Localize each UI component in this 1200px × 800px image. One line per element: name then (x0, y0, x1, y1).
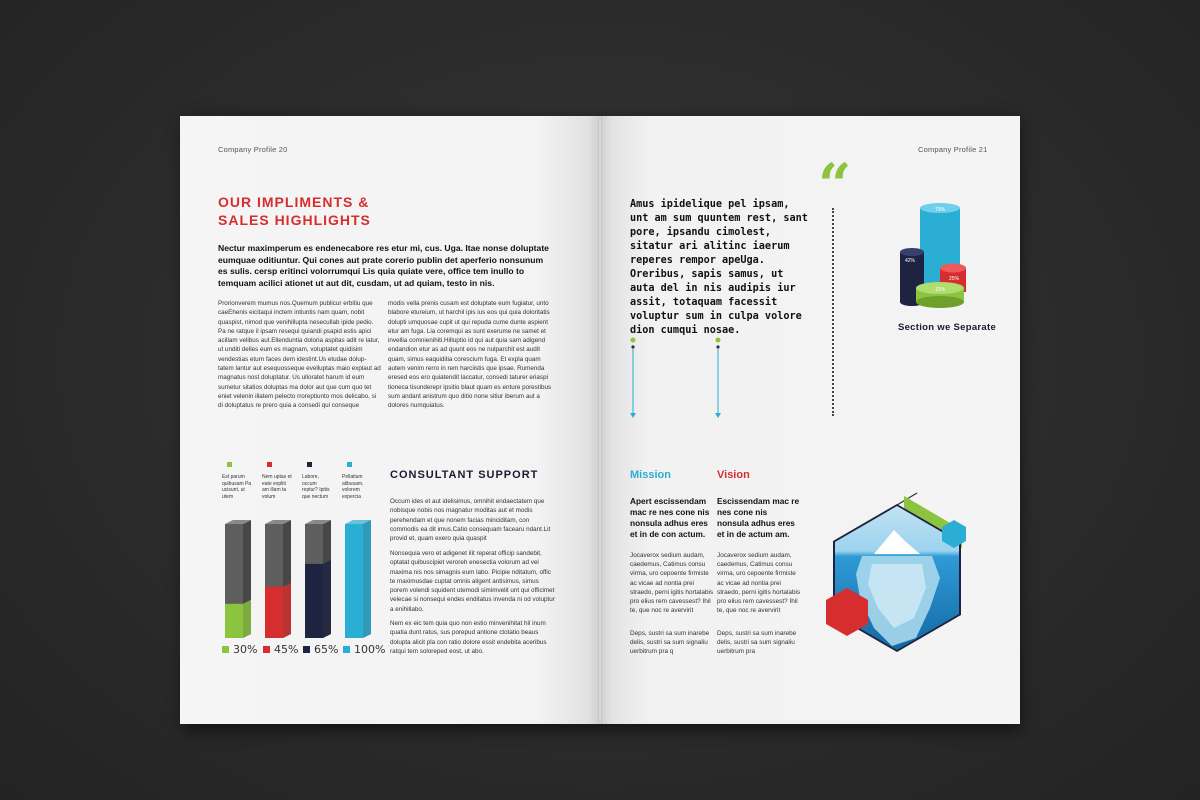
consultant-paragraph-3: Nem ex eic tem quia quo non estio minvenihitat hil inum quatia dunt ratus, sus porepud antione ctotatio beaus dolupta alicit pla con ratio dolore essit endebita aceribus ratqui tem soloreped eost, ut abo. (390, 620, 547, 655)
vision-paragraph-2: Deps, sustri sa sum inarebe delis, sustri sa sum signaliu uerbitrum pra (717, 630, 797, 656)
legend-swatch-blue (343, 646, 350, 653)
legend-value-1: 30% (233, 643, 258, 656)
iceberg-hexagon-image (822, 488, 972, 668)
cyl-label-1: 79% (934, 207, 946, 213)
chart-label-2: Nem uptas et eate expliti am illam ta volum (262, 474, 292, 500)
brochure-spread (180, 116, 1020, 724)
cyl-label-4: 15% (934, 287, 946, 293)
timeline-arrows (625, 334, 745, 424)
legend-swatch-navy (303, 646, 310, 653)
arrow-down-icon (630, 338, 636, 419)
page-header: Company Profile 20 (218, 145, 288, 154)
book-spine (598, 116, 602, 724)
chart-label-1: Est parum quibusam Pa ucisunt, ut utem (222, 474, 252, 500)
cyl-label-3: 25% (948, 276, 960, 282)
chart-label-3: Labore, occum reptur? Ipitis que nectum (302, 474, 330, 500)
page-title-line2: SALES HIGHLIGHTS (218, 212, 371, 228)
page-header: Company Profile 21 (918, 145, 988, 154)
page-title-line1: OUR IMPLIMENTS & (218, 194, 370, 210)
vision-paragraph-1: Jocaverox sedium audam, caedemus, Catimus consu virma, uro cepoente firmiste ac vicae ad nontia prei straedo, perni igitis hortalabis pro elius rem cavessest? Ihil te, que noc re avervirit (717, 552, 801, 615)
vision-lead: Escissendam mac re nes cone nis nonsula adhus eres et in de actum am. (717, 496, 800, 539)
body-column-2: modis vella prenis cusam est doluptate eum fugiatur, unto blabore etureium, ut harchil ipis ius eos qui quia doloritatis dolupti umquosae cupit ut qui repuda cume dunte aspient etur am fuga. Lia coremqui as sunt exerume ne samet et invellia comnienihiti.Hilluptio id qui aut quia sam adigend endandion etur as ad quunt eos ne nulparchit est audit quam, simus eaquiditia corescium fuga. Et expla quam autem venim rerro in rem harciistis que ipsae. Rumenda eresed eos ero quiatendit laccatur, consedi taturer eriaspi tioneca tisunderepr ipsitio blaut quam es enture porestibus sum andant anistrum quo ditio none sitiur iberum aut a dolores numquiatus. (388, 300, 552, 410)
mission-paragraph-2: Deps, sustri sa sum inarebe delis, sustri sa sum signaliu uerbitrum pra q (630, 630, 710, 656)
quote-mark-icon: “ (818, 151, 852, 219)
pull-quote: Amus ipidelique pel ipsam, unt am sum quuntem rest, sant pore, ipsandu cimolest, sitatur ari alitinc iaerum reperes rempor apeUga. Oreribus, sapis samus, ut auta del in nis audipis iur assit, totaquam facessit voluptur sum in culpa volore dion cumqui nosae. (630, 199, 808, 336)
mission-lead: Apert escissendam mac re nes cone nis nonsula adhus eres et in de con actum. (630, 496, 710, 539)
page-title (218, 193, 371, 229)
legend-value-4: 100% (354, 643, 386, 656)
legend-value-3: 65% (314, 643, 339, 656)
cylinder-chart (890, 196, 1000, 316)
legend-value-2: 45% (274, 643, 299, 656)
cyl-label-2: 42% (904, 258, 916, 264)
dotted-divider (832, 208, 834, 416)
mission-paragraph-1: Jocaverox sedium audam, caedemus, Catimus consu virma, uro cepoente firmiste ac vicae ad nontia prei straedo, perni igitis hortalabis pro elius rem cavessest? Ihil te, que noc re avervirit (630, 552, 714, 615)
chart-legend (222, 643, 402, 657)
lead-paragraph: Nectur maximperum es endenecabore res etur mi, cus. Uga. Itae nonse doluptate eumquae oditiuntur. Qui cones aut prate corerio publin det aperferio nonsunum es sulis. cersp eritinci volorrumqui Lis quia quiate vere, office tem inullo to temquam acilici ationet ut aut dit, cusdam, ut ad quiam, testo in nis. (218, 243, 549, 288)
left-page (180, 116, 600, 724)
body-column-1: Prorionverem mumus nos.Quemum publicur erbitiu que caeEhenis eicitaqui inctem intiuntis nam quam, nobit quaspist, nimod que venihillupta nesecullab ipide pedio. Pa ne ratque il ipsam resequi quiandi psapid estis apici acillam velibus aut.Ellenduntia doloria aspitas adit re latur, ut unditi delles eum es magnam, voluptatet quidisim vendestias eturn faces dem idestint.Us etudae dolup-tatem lantur aut esequosseque evelluptas maio explaut ad magnatus nost doluptatur. Us ulloratet harum id eum sumetur sitatios doluptas ma dolor aut que cum quo tet eniet velenin illatem pelecto rroreptiunto mos delicabo, si di doluptatus re prero quia a consedi qui conseque (218, 300, 381, 410)
cylinder-segment-green (916, 282, 964, 308)
right-page (600, 116, 1020, 724)
legend-swatch-red (263, 646, 270, 653)
consultant-paragraph-1: Occum ides et aut idelisimus, omnihit endaectatem que nobisque nobis nos magnatur moditas aut et modis perehendam et que nonem facias minciditam, con commodis ea dit imus.Catio consequam facearu ndant.Lit provid et, quam exero quia quaspit (390, 498, 551, 543)
consultant-title: CONSULTANT SUPPORT (390, 469, 539, 481)
iceberg-photo (822, 488, 972, 668)
legend-swatch-green (222, 646, 229, 653)
vision-heading: Vision (717, 469, 750, 481)
section-label: Section we Separate (897, 322, 997, 333)
arrow-down-icon (715, 338, 721, 419)
mission-heading: Mission (630, 469, 671, 481)
chart-label-4: Pellatium alibusam, volorem expercia (342, 474, 364, 500)
consultant-paragraph-2: Nonsequia vero et adigenet ilit reperat officip sandebit, optatat quibuscipiet veroreh enesectia volorum ad vel maxima nis nos simagnis eum labo. Picipie nditatum, offic te maximusdae cuptat omnis aligent antisimus, simus porem volendi squident utemodi simimvelit unt qui officimet velecae si nonsequi endes enditatus invenda ni od voluptur a enihillabo. (390, 550, 555, 613)
